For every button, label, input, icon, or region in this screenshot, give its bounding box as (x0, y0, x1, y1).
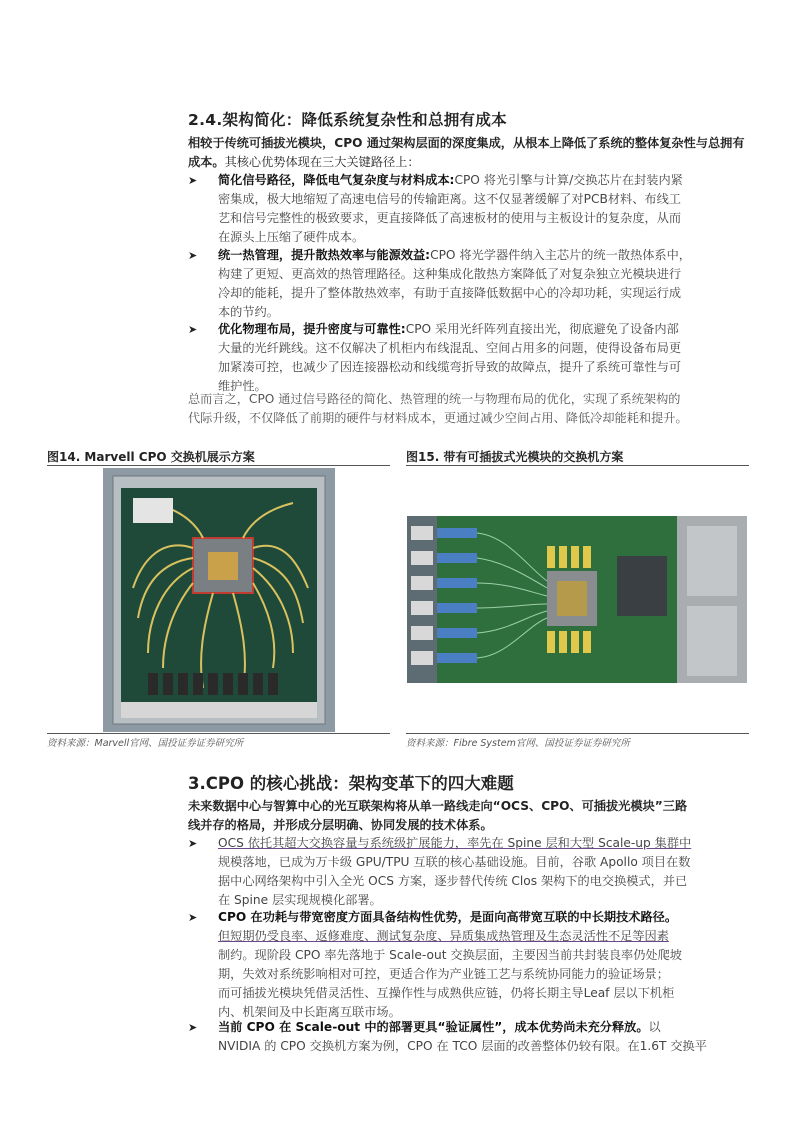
bullet-line: 加紧凑可控，也减少了因连接器松动和线缆弯折导致的故障点，提升了系统可靠性与可 (218, 360, 682, 374)
bullet-line: OCS 依托其超大交换容量与系统级扩展能力，率先在 Spine 层和大型 Scale-up 集群中 (218, 836, 692, 850)
arrow-bullet-icon: ➤ (188, 174, 198, 187)
section-2-4-lead (188, 134, 752, 172)
bullet-signal-path (188, 171, 752, 247)
bullet-line: 在源头上压缩了硬件成本。 (218, 230, 365, 244)
figure-15-image (407, 516, 747, 683)
bullet-line: 简化信号路径，降低电气复杂度与材料成本:CPO 将光引擎与计算/交换芯片在封装内紧 (218, 173, 683, 187)
figure-15-divider (406, 465, 749, 466)
figure-14-image (103, 468, 335, 732)
figure-14-bottom-divider (47, 733, 390, 734)
bullet-line: 冷却的能耗，提升了整体散热效率，有助于直接降低数据中心的冷却功耗，实现运行成 (218, 286, 682, 300)
figure-15-title: 图15. 带有可插拔式光模块的交换机方案 (406, 450, 624, 464)
bullet-line: NVIDIA 的 CPO 交换机方案为例，CPO 在 TCO 层面的改善整体仍较有限。在1.6T 交换平 (218, 1039, 707, 1053)
arrow-bullet-icon: ➤ (188, 911, 198, 924)
bullet-line: 期，失效对系统影响相对可控，更适合作为产业链工艺与系统协同能力的验证场景； (218, 967, 669, 981)
bullet-line: 本的节约。 (218, 305, 279, 319)
lead-normal-text: 其核心优势体现在三大关键路径上： (224, 155, 420, 169)
bullet-line: 统一热管理，提升散热效率与能源效益:CPO 将光学器件纳入主芯片的统一散热体系中， (218, 248, 691, 262)
section-2-4-heading: 2.4.架构简化：降低系统复杂性和总拥有成本 (188, 111, 507, 129)
bullet-line: 优化物理布局，提升密度与可靠性:CPO 采用光纤阵列直接出光，彻底避免了设备内部 (218, 322, 679, 336)
bullet-cpo-advantage: ➤ CPO 在功耗与带宽密度方面具备结构性优势，是面向高带宽互联的中长期技术路径。 但短期仍受良率、返修难度、测试复杂度、异质集成热管理及生态灵活性不足等因素 制约。现阶段 CPO 率先落地于 Scale-out 交换层面，主要因当前共封装良率仍处爬坡 期，失效对系统影响相对可控，更适合作为产业链工艺与系统协同能力的验证场景； 而可插拔光模块凭借灵活性、互操作性与成熟供应链，仍将长期主导Leaf 层以下机柜 内、机架间及中长距离互联市场。 (188, 908, 752, 1022)
bullet-cpo-validation: ➤ 当前 CPO 在 Scale-out 中的部署更具“验证属性”，成本优势尚未充分释放。以 NVIDIA 的 CPO 交换机方案为例，CPO 在 TCO 层面的改善整体仍较有限。在1.6T 交换平 (188, 1018, 752, 1056)
arrow-bullet-icon: ➤ (188, 837, 198, 850)
bullet-line: 规模落地，已成为万卡级 GPU/TPU 互联的核心基础设施。目前，谷歌 Apollo 项目在数 (218, 855, 691, 869)
bullet-line: 维护性。 (218, 379, 267, 393)
bullet-line: 而可插拔光模块凭借灵活性、互操作性与成熟供应链，仍将长期主导Leaf 层以下机柜 (218, 986, 675, 1000)
section-2-4-summary: 总而言之，CPO 通过信号路径的简化、热管理的统一与物理布局的优化，实现了系统架构的 代际升级，不仅降低了前期的硬件与材料成本，更通过减少空间占用、降低冷却能耗和提升。 (188, 392, 688, 425)
bullet-line: 大量的光纤跳线。这不仅解决了机柜内布线混乱、空间占用多的问题，使得设备布局更 (218, 341, 682, 355)
bullet-line: 密集成，极大地缩短了高速电信号的传输距离。这不仅显著缓解了对PCB材料、布线工 (218, 192, 681, 206)
lead-bold-text: 相较于传统可插拔光模块，CPO 通过架构层面的深度集成，从根本上降低了系统的整体复杂性与总拥有成本。 (188, 136, 745, 169)
bullet-thermal (188, 246, 752, 322)
section-3-lead: 未来数据中心与智算中心的光互联架构将从单一路线走向“OCS、CPO、可插拔光模块”三路 线并存的格局，并形成分层明确、协同发展的技术体系。 (188, 799, 688, 832)
bullet-layout (188, 320, 752, 396)
figure-15-bottom-divider (406, 733, 749, 734)
figure-14-source: 资料来源：Marvell官网、国投证券证券研究所 (47, 738, 244, 749)
bullet-line: 在 Spine 层实现规模化部署。 (218, 893, 382, 907)
figure-14-title: 图14. Marvell CPO 交换机展示方案 (47, 450, 255, 464)
bullet-line: 据中心网络架构中引入全光 OCS 方案，逐步替代传统 Clos 架构下的电交换模式，并已 (218, 874, 688, 888)
bullet-ocs (188, 834, 752, 910)
bullet-line: 内、机架间及中长距离互联市场。 (218, 1005, 401, 1019)
arrow-bullet-icon: ➤ (188, 1021, 198, 1034)
section-3-heading: 3.CPO 的核心挑战：架构变革下的四大难题 (188, 774, 514, 793)
arrow-bullet-icon: ➤ (188, 249, 198, 262)
bullet-line: 构建了更短、更高效的热管理路径。这种集成化散热方案降低了对复杂独立光模块进行 (218, 267, 682, 281)
bullet-line: 但短期仍受良率、返修难度、测试复杂度、异质集成热管理及生态灵活性不足等因素 (218, 929, 669, 943)
bullet-line: 制约。现阶段 CPO 率先落地于 Scale-out 交换层面，主要因当前共封装良率仍处爬坡 (218, 948, 682, 962)
figure-15-source: 资料来源：Fibre System官网、国投证券证券研究所 (406, 738, 630, 749)
bullet-line: 艺和信号完整性的极致要求，更直接降低了高速板材的使用与主板设计的复杂度，从而 (218, 211, 682, 225)
arrow-bullet-icon: ➤ (188, 323, 198, 336)
figure-14-divider (47, 465, 390, 466)
